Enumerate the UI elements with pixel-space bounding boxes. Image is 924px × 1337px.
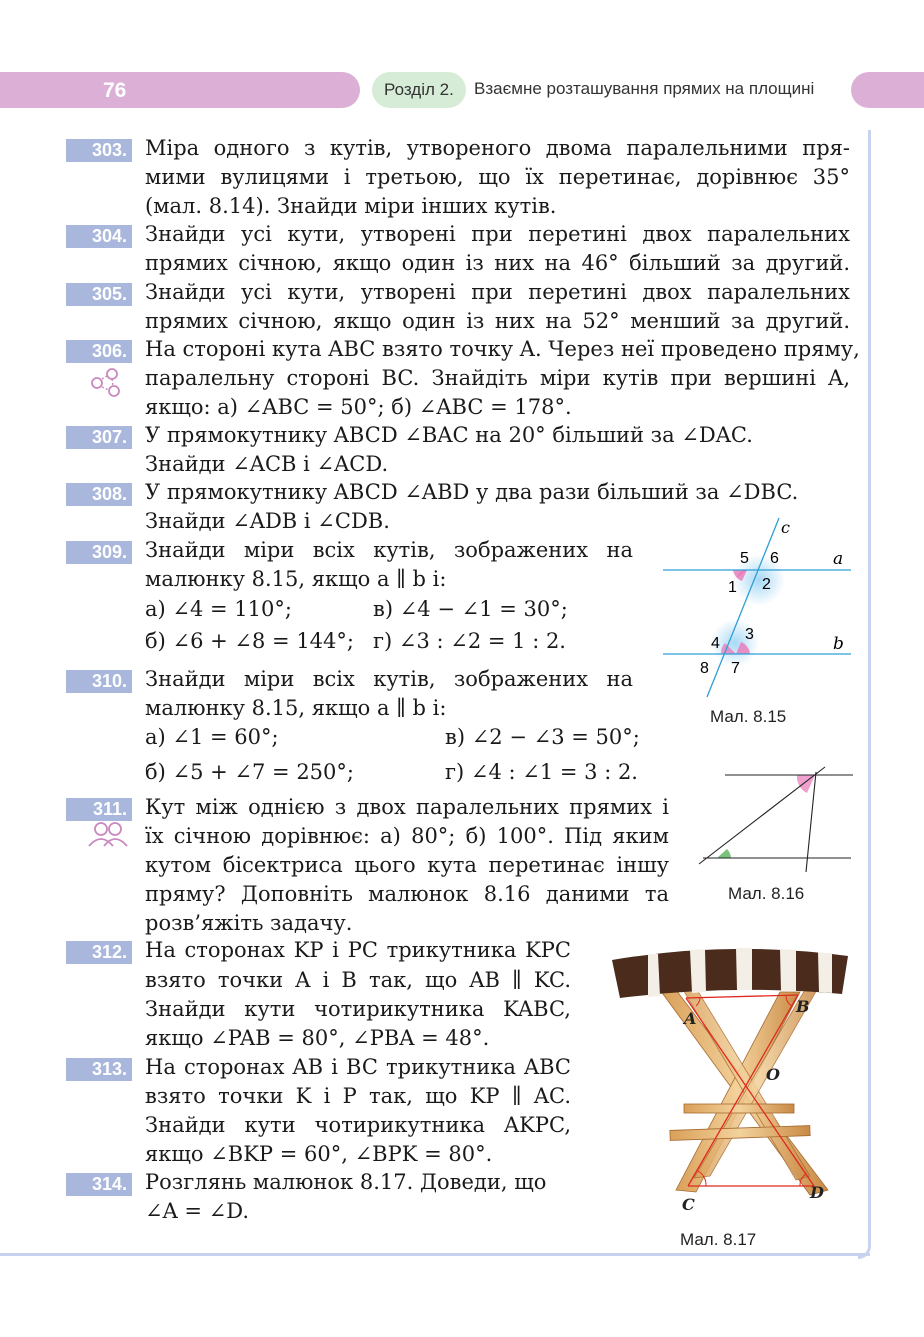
figure-8-16-caption: Мал. 8.16 [728, 884, 805, 903]
task-number-308: 308. [66, 483, 132, 506]
label-b: b [833, 634, 844, 654]
task-314-line: ∠A = ∠D. [145, 1199, 250, 1223]
angle-label: 7 [731, 660, 740, 677]
page-frame-right [858, 130, 871, 1259]
task-306-line: На стороні кута ABC взято точку A. Через неї проведено пряму, [145, 337, 860, 361]
task-number-307: 307. [66, 426, 132, 449]
task-309-option: а) ∠4 = 110°; [145, 597, 292, 621]
task-304-line: прямих січною, якщо один із них на 46° більший за другий. [145, 251, 850, 275]
figure-8-15-caption: Мал. 8.15 [710, 707, 787, 726]
task-303-line: мими вулицями і третьою, що їх перетинає, дорівнює 35° [145, 165, 850, 189]
task-305-line: Знайди усі кути, утворені при перетині двох паралельних [145, 280, 850, 304]
task-310-line: малюнку 8.15, якщо a ∥ b і: [145, 696, 447, 720]
task-number-310: 310. [66, 670, 132, 693]
task-313-line: Знайди кути чотирикутника AKPC, [145, 1113, 571, 1137]
task-313-line: На сторонах AB і BC трикутника ABC [145, 1055, 571, 1079]
figure-8-16 [695, 760, 855, 875]
task-310-option: б) ∠5 + ∠7 = 250°; [145, 760, 354, 784]
label-a: a [833, 549, 844, 569]
task-311-line: пряму? Доповніть малюнок 8.16 даними та [145, 882, 669, 906]
point-A-label: A [684, 1009, 697, 1028]
task-308-line: У прямокутнику ABCD ∠ABD у два рази більший за ∠DBC. [145, 480, 799, 504]
task-number-314: 314. [66, 1173, 132, 1196]
task-304-line: Знайди усі кути, утворені при перетині двох паралельних [145, 222, 850, 246]
task-number-309: 309. [66, 541, 132, 564]
angle-label: 4 [711, 635, 720, 652]
group-work-icon [88, 366, 124, 400]
task-303-line: (мал. 8.14). Знайди міри інших кутів. [145, 194, 557, 218]
task-308-line: Знайди ∠ADB і ∠CDB. [145, 509, 390, 533]
line-c [707, 518, 779, 697]
task-number-313: 313. [66, 1058, 132, 1081]
figure-8-17-caption: Мал. 8.17 [680, 1230, 757, 1249]
task-number-306: 306. [66, 340, 132, 363]
secant-line [699, 767, 825, 864]
task-309-option: в) ∠4 − ∠1 = 30°; [373, 597, 568, 621]
task-311-line: Кут між однією з двох паралельних прямих і [145, 795, 669, 819]
figure-8-17-stool [610, 940, 855, 1225]
task-313-line: якщо ∠BKP = 60°, ∠BPK = 80°. [145, 1142, 493, 1166]
task-313-line: взято точки K і P так, що KP ∥ AC. [145, 1084, 571, 1108]
point-B-label: B [796, 997, 810, 1016]
point-C-label: C [682, 1195, 695, 1214]
angle-label: 6 [770, 550, 779, 567]
angle-label: 1 [728, 579, 737, 596]
angle-label: 8 [700, 660, 709, 677]
task-number-312: 312. [66, 941, 132, 964]
task-number-304: 304. [66, 225, 132, 248]
point-D-label: D [810, 1183, 824, 1202]
angle-label: 3 [745, 626, 754, 643]
task-312-line: якщо ∠PAB = 80°, ∠PBA = 48°. [145, 1026, 490, 1050]
task-number-311: 311. [66, 798, 132, 821]
seat [612, 949, 848, 998]
task-310-option: а) ∠1 = 60°; [145, 725, 279, 749]
task-306-line: паралельну стороні BC. Знайдіть міри кутів при вершині A, [145, 366, 850, 390]
section-label: Розділ 2. [372, 72, 466, 108]
page-number: 76 [103, 79, 127, 102]
label-c: c [781, 518, 790, 537]
task-311-line: кутом бісектриса цього кута перетинає іншу [145, 853, 669, 877]
task-309-line: Знайди міри всіх кутів, зображених на [145, 538, 633, 562]
task-305-line: прямих січною, якщо один із них на 52° менший за другий. [145, 309, 850, 333]
task-303-line: Міра одного з кутів, утвореного двома паралельними пря- [145, 136, 850, 160]
task-311-line: розв’яжіть задачу. [145, 911, 353, 935]
pair-work-icon [86, 822, 130, 848]
chapter-title: Взаємне розташування прямих на площині [474, 79, 815, 98]
point-O-label: O [766, 1065, 780, 1084]
task-312-line: взято точки A і B так, що AB ∥ KC. [145, 968, 571, 992]
header-band-right [851, 72, 924, 108]
task-311-line: їх січною дорівнює: а) 80°; б) 100°. Під яким [145, 824, 669, 848]
task-310-line: Знайди міри всіх кутів, зображених на [145, 667, 633, 691]
angle-label: 2 [762, 576, 771, 593]
task-307-line: У прямокутнику ABCD ∠BAC на 20° більший за ∠DAC. [145, 423, 753, 447]
task-312-line: На сторонах KP і PC трикутника KPC [145, 938, 571, 962]
page-frame-bottom [0, 1253, 870, 1256]
angle-marker-green [717, 849, 731, 858]
header-band-left [0, 72, 360, 108]
task-309-option: б) ∠6 + ∠8 = 144°; [145, 629, 354, 653]
task-306-line: якщо: а) ∠ABC = 50°; б) ∠ABC = 178°. [145, 395, 572, 419]
task-312-line: Знайди кути чотирикутника KABC, [145, 997, 571, 1021]
task-number-305: 305. [66, 283, 132, 306]
task-310-option: в) ∠2 − ∠3 = 50°; [445, 725, 640, 749]
task-number-303: 303. [66, 139, 132, 162]
task-309-line: малюнку 8.15, якщо a ∥ b і: [145, 567, 447, 591]
crossbar [684, 1104, 794, 1113]
figure-8-15 [655, 515, 855, 705]
angle-label: 5 [740, 550, 749, 567]
angle-marker-pink [797, 775, 815, 793]
task-314-line: Розглянь малюнок 8.17. Доведи, що [145, 1170, 547, 1194]
task-310-option: г) ∠4 : ∠1 = 3 : 2. [445, 760, 638, 784]
task-309-option: г) ∠3 : ∠2 = 1 : 2. [373, 629, 566, 653]
task-307-line: Знайди ∠ACB і ∠ACD. [145, 452, 389, 476]
